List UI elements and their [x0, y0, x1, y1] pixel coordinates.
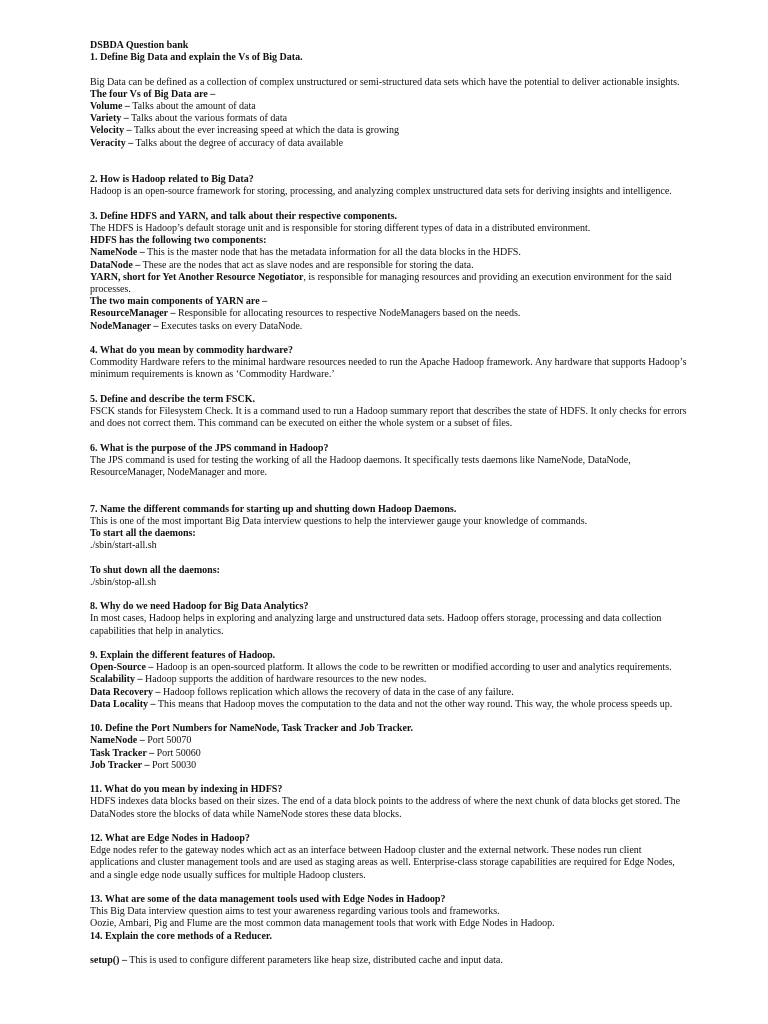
- q1-item-volume: Volume – Talks about the amount of data: [90, 101, 256, 112]
- q9-item-data-locality: Data Locality – This means that Hadoop moves the computation to the data and not the other way round. This way, the whole process speeds up.: [90, 698, 673, 710]
- q8-paragraph: In most cases, Hadoop helps in exploring and analyzing large and unstructured data sets. Hadoop offers storage, processing and data collection capabilities that help in analytics.: [90, 613, 662, 637]
- question-11-heading: 11. What do you mean by indexing in HDFS?: [90, 784, 283, 796]
- question-2-heading: 2. How is Hadoop related to Big Data?: [90, 174, 254, 186]
- question-14-heading: 14. Explain the core methods of a Reducer.: [90, 930, 272, 942]
- q3-paragraph: The HDFS is Hadoop’s default storage unit and is responsible for storing different types of data in a distributed environment.: [90, 223, 591, 234]
- q11-paragraph: HDFS indexes data blocks based on their sizes. The end of a data block points to the address of where the next chunk of data blocks get stored. The DataNodes store the blocks of data while NameNode stores these data blocks.: [90, 796, 681, 820]
- q7-paragraph: This is one of the most important Big Data interview questions to help the interviewer gauge your knowledge of commands.: [90, 515, 588, 527]
- q3-subheading-hdfs: HDFS has the following two components:: [90, 235, 267, 247]
- question-12-heading: 12. What are Edge Nodes in Hadoop?: [90, 833, 250, 844]
- q3-item-nodemanager: NodeManager – Executes tasks on every DataNode.: [90, 320, 303, 332]
- q1-subheading: The four Vs of Big Data are –: [90, 88, 216, 100]
- q10-item-namenode: NameNode – Port 50070: [90, 735, 192, 747]
- q2-paragraph: Hadoop is an open-source framework for storing, processing, and analyzing complex unstructured data sets for deriving insights and intelligence.: [90, 186, 672, 198]
- q1-paragraph: Big Data can be defined as a collection of complex unstructured or semi-structured data sets which have the potential to deliver actionable insights.: [90, 76, 680, 88]
- q7-stop-command: ./sbin/stop-all.sh: [90, 576, 157, 588]
- q3-subheading-yarn: The two main components of YARN are –: [90, 296, 268, 308]
- q9-item-scalability: Scalability – Hadoop supports the addition of hardware resources to the new nodes.: [90, 674, 427, 686]
- q10-item-task-tracker: Task Tracker – Port 50060: [90, 747, 201, 759]
- q3-item-namenode: NameNode – This is the master node that has the metadata information for all the data blocks in the HDFS.: [90, 247, 521, 259]
- q1-item-variety: Variety – Talks about the various formats of data: [90, 113, 288, 125]
- q13-paragraph-1: This Big Data interview question aims to test your awareness regarding various tools and frameworks.: [90, 906, 500, 918]
- document-title: DSBDA Question bank: [90, 40, 189, 51]
- q7-stop-heading: To shut down all the daemons:: [90, 564, 220, 576]
- question-7-heading: 7. Name the different commands for starting up and shutting down Hadoop Daemons.: [90, 503, 457, 515]
- question-6-heading: 6. What is the purpose of the JPS command in Hadoop?: [90, 442, 329, 454]
- q7-start-command: ./sbin/start-all.sh: [90, 540, 157, 552]
- question-8-heading: 8. Why do we need Hadoop for Big Data Analytics?: [90, 601, 309, 613]
- q1-item-veracity: Veracity – Talks about the degree of accuracy of data available: [90, 137, 344, 149]
- q3-yarn-paragraph: YARN, short for Yet Another Resource Negotiator, is responsible for managing resources and providing an execution environment for the said processes.: [90, 271, 672, 296]
- q10-item-job-tracker: Job Tracker – Port 50030: [90, 759, 197, 771]
- question-13-heading: 13. What are some of the data management tools used with Edge Nodes in Hadoop?: [90, 894, 446, 905]
- q4-paragraph: Commodity Hardware refers to the minimal hardware resources needed to run the Apache Hadoop framework. Any hardware that supports Hadoop’s minimum requirements is known as ‘Commodity Hardware.’: [90, 357, 687, 381]
- question-10-heading: 10. Define the Port Numbers for NameNode, Task Tracker and Job Tracker.: [90, 723, 413, 735]
- q9-item-data-recovery: Data Recovery – Hadoop follows replication which allows the recovery of data in the case of any failure.: [90, 686, 514, 698]
- q14-item-setup: setup() – This is used to configure different parameters like heap size, distributed cache and input data.: [90, 955, 503, 966]
- q13-paragraph-2: Oozie, Ambari, Pig and Flume are the most common data management tools that work with Edge Nodes in Hadoop.: [90, 918, 555, 930]
- q3-item-resourcemanager: ResourceManager – Responsible for allocating resources to respective NodeManagers based on the needs.: [90, 308, 521, 320]
- q9-item-open-source: Open-Source – Hadoop is an open-sourced platform. It allows the code to be rewritten or modified according to user and analytics requirements.: [90, 662, 672, 674]
- q6-paragraph: The JPS command is used for testing the working of all the Hadoop daemons. It specifically tests daemons like NameNode, DataNode, ResourceManager, NodeManager and more.: [90, 454, 631, 479]
- question-3-heading: 3. Define HDFS and YARN, and talk about their respective components.: [90, 210, 397, 222]
- question-5-heading: 5. Define and describe the term FSCK.: [90, 393, 255, 405]
- q1-item-velocity: Velocity – Talks about the ever increasing speed at which the data is growing: [90, 125, 399, 137]
- q7-start-heading: To start all the daemons:: [90, 528, 196, 540]
- document-page: [90, 40, 690, 967]
- question-1-heading: 1. Define Big Data and explain the Vs of Big Data.: [90, 52, 303, 64]
- q12-paragraph: Edge nodes refer to the gateway nodes which act as an interface between Hadoop cluster and the external network. These nodes run client applications and cluster management tools and are used as staging areas as well. Enterprise-class storage capabilities are required for Edge Nodes, and a single edge node usually suffices for multiple Hadoop clusters.: [90, 845, 675, 881]
- question-9-heading: 9. Explain the different features of Hadoop.: [90, 650, 276, 661]
- q3-item-datanode: DataNode – These are the nodes that act as slave nodes and are responsible for storing the data.: [90, 259, 474, 271]
- question-4-heading: 4. What do you mean by commodity hardware?: [90, 345, 293, 357]
- q5-paragraph: FSCK stands for Filesystem Check. It is a command used to run a Hadoop summary report that describes the state of HDFS. It only checks for errors and does not correct them. This command can be executed on either the whole system or a subset of files.: [90, 406, 687, 430]
